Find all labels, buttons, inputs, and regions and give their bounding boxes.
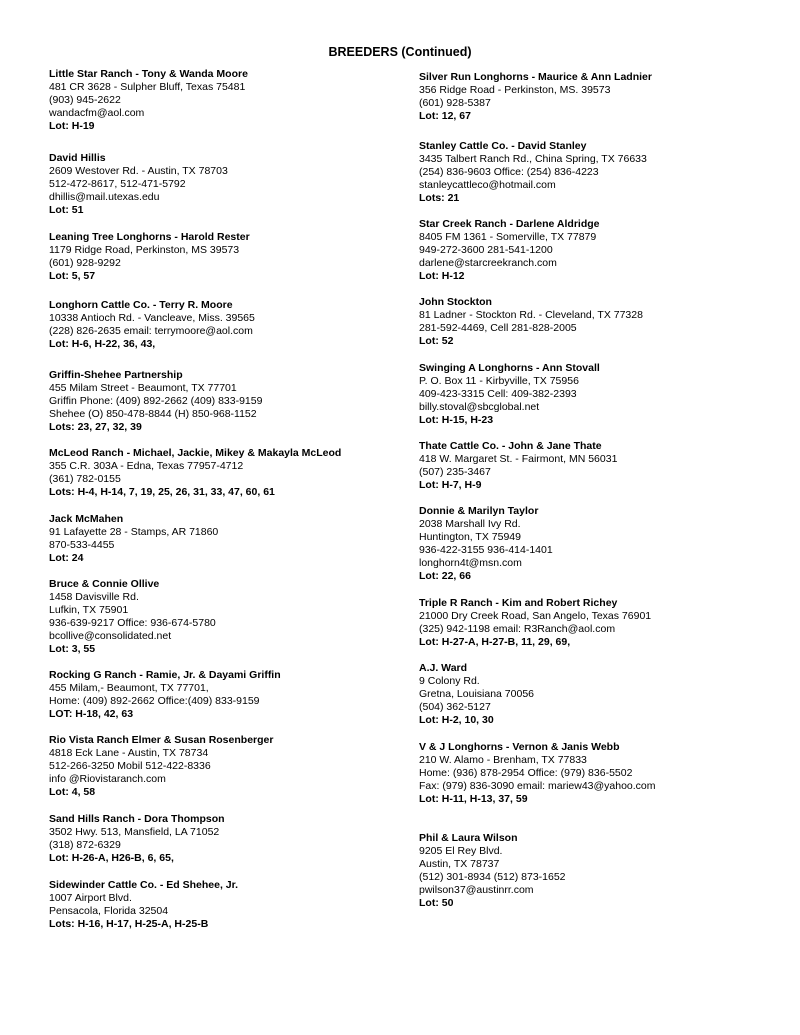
breeder-contact-line: 2038 Marshall Ivy Rd. (419, 518, 521, 530)
breeder-entry (419, 218, 789, 283)
breeder-contact-line: dhillis@mail.utexas.edu (49, 191, 160, 203)
breeder-contact-line: 870-533-4455 (49, 539, 115, 551)
breeder-contact-line: darlene@starcreekranch.com (419, 257, 557, 269)
breeder-contact-line: (318) 872-6329 (49, 839, 121, 851)
breeder-contact-line: (512) 301-8934 (512) 873-1652 (419, 871, 566, 883)
breeder-entry (419, 832, 789, 910)
breeder-contact-line: 512-266-3250 Mobil 512-422-8336 (49, 760, 211, 772)
breeder-contact-line: stanleycattleco@hotmail.com (419, 179, 556, 191)
breeder-entry (419, 296, 789, 348)
breeder-contact-line: (507) 235-3467 (419, 466, 491, 478)
breeder-contact-line: Griffin Phone: (409) 892-2662 (409) 833-9159 (49, 395, 263, 407)
breeder-name: V & J Longhorns - Vernon & Janis Webb (419, 741, 620, 753)
breeder-contact-line: P. O. Box 11 - Kirbyville, TX 75956 (419, 375, 579, 387)
breeder-contact-line: 418 W. Margaret St. - Fairmont, MN 56031 (419, 453, 618, 465)
breeder-contact-line: 8405 FM 1361 - Somerville, TX 77879 (419, 231, 597, 243)
breeder-lot: Lot: 5, 57 (49, 270, 96, 282)
breeder-entry (419, 662, 789, 727)
breeder-contact-line: Huntington, TX 75949 (419, 531, 521, 543)
breeder-contact-line: 9 Colony Rd. (419, 675, 480, 687)
breeder-contact-line: bcollive@consolidated.net (49, 630, 172, 642)
breeder-contact-line: Pensacola, Florida 32504 (49, 905, 169, 917)
breeder-lot: Lot: H-19 (49, 120, 95, 132)
breeder-name: Leaning Tree Longhorns - Harold Rester (49, 231, 250, 243)
breeder-contact-line: wandacfm@aol.com (49, 107, 145, 119)
breeder-entry (419, 597, 789, 649)
breeder-contact-line: 409-423-3315 Cell: 409-382-2393 (419, 388, 577, 400)
breeder-lot: Lots: 21 (419, 192, 460, 204)
breeder-lot: Lot: H-26-A, H26-B, 6, 65, (49, 852, 174, 864)
breeder-lot: Lot: 50 (419, 897, 454, 909)
breeder-name: Sand Hills Ranch - Dora Thompson (49, 813, 225, 825)
breeder-name: Little Star Ranch - Tony & Wanda Moore (49, 68, 248, 80)
breeder-name: David Hillis (49, 152, 106, 164)
breeder-contact-line: (361) 782-0155 (49, 473, 121, 485)
breeder-entry (419, 741, 789, 806)
breeder-name: Swinging A Longhorns - Ann Stovall (419, 362, 600, 374)
breeder-entry (49, 299, 399, 351)
breeder-contact-line: 455 Milam Street - Beaumont, TX 77701 (49, 382, 237, 394)
breeder-contact-line: 1007 Airport Blvd. (49, 892, 132, 904)
breeder-name: John Stockton (419, 296, 492, 308)
breeder-lot: LOT: H-18, 42, 63 (49, 708, 134, 720)
breeder-lot: Lot: H-6, H-22, 36, 43, (49, 338, 156, 350)
breeder-contact-line: Lufkin, TX 75901 (49, 604, 129, 616)
breeder-lot: Lots: 23, 27, 32, 39 (49, 421, 142, 433)
breeder-contact-line: (228) 826-2635 email: terrymoore@aol.com (49, 325, 253, 337)
breeder-contact-line: 9205 El Rey Blvd. (419, 845, 503, 857)
breeder-entry (419, 440, 789, 492)
page-title: BREEDERS (Continued) (328, 45, 472, 59)
breeder-name: Griffin-Shehee Partnership (49, 369, 183, 381)
breeder-contact-line: Fax: (979) 836-3090 email: mariew43@yahoo.com (419, 780, 656, 792)
breeder-contact-line: billy.stoval@sbcglobal.net (419, 401, 540, 413)
breeder-entry (49, 447, 399, 499)
breeder-contact-line: 210 W. Alamo - Brenham, TX 77833 (419, 754, 587, 766)
breeder-entry (49, 369, 399, 434)
breeder-lot: Lot: 22, 66 (419, 570, 471, 582)
breeder-contact-line: Home: (409) 892-2662 Office:(409) 833-9159 (49, 695, 260, 707)
breeder-entry (419, 71, 789, 123)
breeder-contact-line: 2609 Westover Rd. - Austin, TX 78703 (49, 165, 228, 177)
breeder-entry (419, 140, 789, 205)
breeder-contact-line: Shehee (O) 850-478-8844 (H) 850-968-1152 (49, 408, 257, 420)
breeder-entry (49, 231, 399, 283)
breeder-lot: Lot: 24 (49, 552, 84, 564)
breeder-contact-line: 355 C.R. 303A - Edna, Texas 77957-4712 (49, 460, 244, 472)
breeder-contact-line: 949-272-3600 281-541-1200 (419, 244, 553, 256)
breeder-contact-line: (601) 928-5387 (419, 97, 491, 109)
breeder-entry (49, 68, 399, 133)
breeder-contact-line: 91 Lafayette 28 - Stamps, AR 71860 (49, 526, 219, 538)
breeder-entry (49, 578, 399, 656)
breeder-entry (49, 152, 399, 217)
breeder-contact-line: 1179 Ridge Road, Perkinston, MS 39573 (49, 244, 240, 256)
breeder-lot: Lots: H-4, H-14, 7, 19, 25, 26, 31, 33, 47, 60, 61 (49, 486, 275, 498)
breeder-lot: Lot: H-27-A, H-27-B, 11, 29, 69, (419, 636, 571, 648)
breeder-contact-line: (601) 928-9292 (49, 257, 121, 269)
breeder-name: Rio Vista Ranch Elmer & Susan Rosenberger (49, 734, 274, 746)
breeder-contact-line: 281-592-4469, Cell 281-828-2005 (419, 322, 577, 334)
breeder-lot: Lots: H-16, H-17, H-25-A, H-25-B (49, 918, 209, 930)
breeder-name: Rocking G Ranch - Ramie, Jr. & Dayami Griffin (49, 669, 281, 681)
breeder-contact-line: Home: (936) 878-2954 Office: (979) 836-5502 (419, 767, 633, 779)
breeder-entry (49, 513, 399, 565)
breeder-contact-line: Gretna, Louisiana 70056 (419, 688, 535, 700)
breeder-contact-line: 455 Milam,- Beaumont, TX 77701, (49, 682, 209, 694)
breeder-name: Phil & Laura Wilson (419, 832, 518, 844)
breeder-contact-line: 936-422-3155 936-414-1401 (419, 544, 553, 556)
breeder-entry (49, 813, 399, 865)
breeder-name: McLeod Ranch - Michael, Jackie, Mikey & Makayla McLeod (49, 447, 342, 459)
breeder-contact-line: 1458 Davisville Rd. (49, 591, 139, 603)
breeder-contact-line: info @Riovistaranch.com (49, 773, 166, 785)
breeder-lot: Lot: H-7, H-9 (419, 479, 482, 491)
breeder-contact-line: longhorn4t@msn.com (419, 557, 522, 569)
breeder-name: Thate Cattle Co. - John & Jane Thate (419, 440, 602, 452)
breeder-name: Stanley Cattle Co. - David Stanley (419, 140, 587, 152)
breeder-name: A.J. Ward (419, 662, 468, 674)
breeder-lot: Lot: H-11, H-13, 37, 59 (419, 793, 528, 805)
breeder-contact-line: 10338 Antioch Rd. - Vancleave, Miss. 39565 (49, 312, 255, 324)
breeder-contact-line: 936-639-9217 Office: 936-674-5780 (49, 617, 216, 629)
breeder-name: Silver Run Longhorns - Maurice & Ann Ladnier (419, 71, 652, 83)
breeder-lot: Lot: H-2, 10, 30 (419, 714, 494, 726)
breeder-lot: Lot: 51 (49, 204, 84, 216)
breeder-contact-line: (903) 945-2622 (49, 94, 121, 106)
breeder-entry (419, 362, 789, 427)
breeder-lot: Lot: H-15, H-23 (419, 414, 494, 426)
breeder-contact-line: (254) 836-9603 Office: (254) 836-4223 (419, 166, 599, 178)
breeder-contact-line: (504) 362-5127 (419, 701, 491, 713)
breeder-lot: Lot: 12, 67 (419, 110, 471, 122)
breeder-name: Donnie & Marilyn Taylor (419, 505, 539, 517)
breeder-contact-line: 481 CR 3628 - Sulpher Bluff, Texas 75481 (49, 81, 246, 93)
breeder-contact-line: 512-472-8617, 512-471-5792 (49, 178, 186, 190)
breeder-contact-line: 3502 Hwy. 513, Mansfield, LA 71052 (49, 826, 220, 838)
breeder-entry (49, 669, 399, 721)
breeder-entry (419, 505, 789, 583)
breeder-entry (49, 734, 399, 799)
breeder-contact-line: 3435 Talbert Ranch Rd., China Spring, TX 76633 (419, 153, 647, 165)
breeder-name: Star Creek Ranch - Darlene Aldridge (419, 218, 600, 230)
breeder-contact-line: 21000 Dry Creek Road, San Angelo, Texas 76901 (419, 610, 652, 622)
breeder-lot: Lot: 3, 55 (49, 643, 96, 655)
breeder-name: Bruce & Connie Ollive (49, 578, 160, 590)
breeder-name: Triple R Ranch - Kim and Robert Richey (419, 597, 618, 609)
breeder-name: Sidewinder Cattle Co. - Ed Shehee, Jr. (49, 879, 239, 891)
breeder-lot: Lot: 4, 58 (49, 786, 96, 798)
breeder-entry (49, 879, 399, 931)
breeder-name: Longhorn Cattle Co. - Terry R. Moore (49, 299, 233, 311)
breeder-lot: Lot: 52 (419, 335, 454, 347)
breeder-contact-line: Austin, TX 78737 (419, 858, 500, 870)
breeder-contact-line: (325) 942-1198 email: R3Ranch@aol.com (419, 623, 616, 635)
breeder-name: Jack McMahen (49, 513, 124, 525)
breeder-contact-line: 356 Ridge Road - Perkinston, MS. 39573 (419, 84, 611, 96)
breeder-lot: Lot: H-12 (419, 270, 465, 282)
breeder-contact-line: 81 Ladner - Stockton Rd. - Cleveland, TX 77328 (419, 309, 643, 321)
breeder-contact-line: 4818 Eck Lane - Austin, TX 78734 (49, 747, 209, 759)
breeder-contact-line: pwilson37@austinrr.com (419, 884, 534, 896)
